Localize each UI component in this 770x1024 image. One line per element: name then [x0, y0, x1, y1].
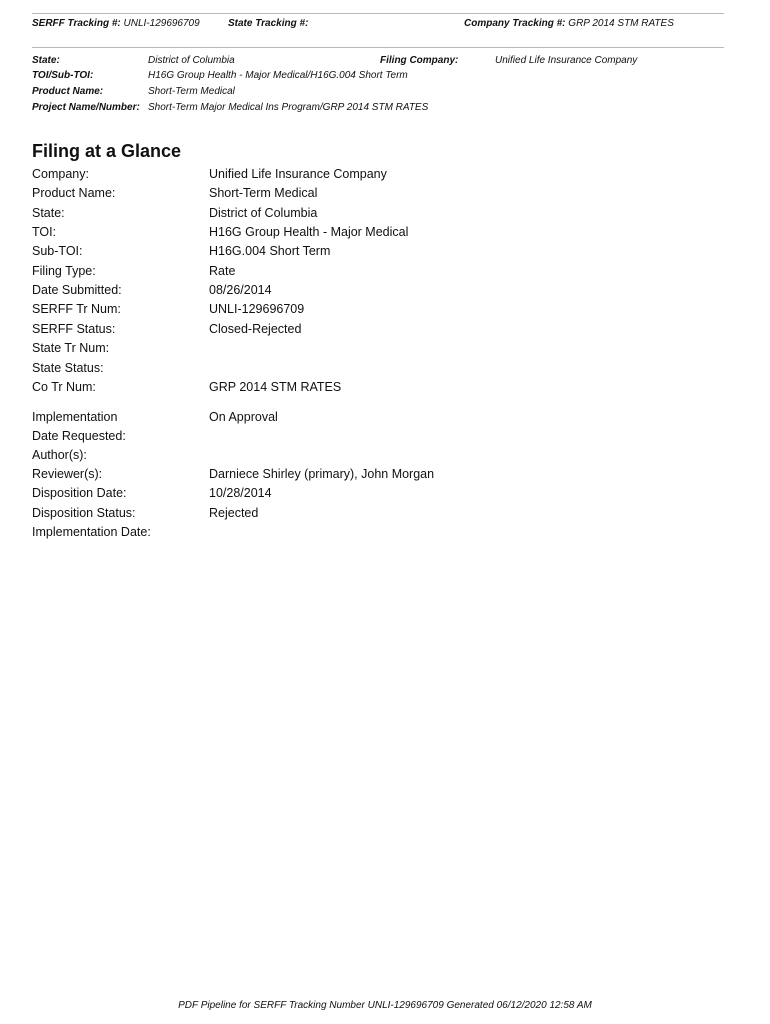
top-rule: [32, 13, 724, 14]
glance-row-label: State:: [32, 206, 65, 220]
glance-row-label: Company:: [32, 167, 89, 181]
footer-text: PDF Pipeline for SERFF Tracking Number UNLI-129696709 Generated 06/12/2020 12:58 AM: [178, 1000, 592, 1011]
glance-row-label: Implementation Date:: [32, 525, 151, 539]
glance-row-value: H16G.004 Short Term: [209, 244, 331, 258]
glance-row-value: Unified Life Insurance Company: [209, 167, 387, 181]
glance-row-label: Disposition Status:: [32, 506, 136, 520]
toi-label: TOI/Sub-TOI:: [32, 70, 94, 81]
state-label: State:: [32, 55, 60, 66]
project-label: Project Name/Number:: [32, 102, 140, 113]
glance-row-value: District of Columbia: [209, 206, 318, 220]
glance-row-value: Short-Term Medical: [209, 186, 318, 200]
filing-company-label: Filing Company:: [380, 55, 459, 66]
glance-row-value: Closed-Rejected: [209, 322, 302, 336]
state-tracking: [228, 18, 308, 30]
company-tracking-value: GRP 2014 STM RATES: [568, 18, 674, 29]
company-tracking-label: Company Tracking #:: [464, 18, 566, 29]
serff-tracking: [32, 18, 200, 30]
glance-row-label: SERFF Status:: [32, 322, 116, 336]
project-value: Short-Term Major Medical Ins Program/GRP 2014 STM RATES: [148, 102, 429, 113]
serff-tracking-value: UNLI-129696709: [123, 18, 200, 29]
state-tracking-label: State Tracking #:: [228, 18, 309, 29]
glance-row-label: Filing Type:: [32, 264, 96, 278]
serff-tracking-label: SERFF Tracking #:: [32, 18, 121, 29]
glance-row-label: Disposition Date:: [32, 486, 127, 500]
glance-row-label: State Tr Num:: [32, 341, 110, 355]
glance-row-label: Co Tr Num:: [32, 380, 96, 394]
glance-row-value: GRP 2014 STM RATES: [209, 380, 342, 394]
glance-row-label: TOI:: [32, 225, 57, 239]
glance-row-value: Rejected: [209, 506, 259, 520]
glance-row-label: SERFF Tr Num:: [32, 302, 121, 316]
glance-row-label: Author(s):: [32, 448, 87, 462]
glance-row-value: On Approval: [209, 410, 278, 424]
page-title: Filing at a Glance: [32, 141, 182, 161]
glance-row-value: UNLI-129696709: [209, 302, 305, 316]
company-tracking: [464, 18, 674, 30]
product-value: Short-Term Medical: [148, 86, 235, 97]
glance-row-label: Date Requested:: [32, 429, 126, 443]
product-label: Product Name:: [32, 86, 104, 97]
glance-row-value: H16G Group Health - Major Medical: [209, 225, 409, 239]
glance-row-label: Reviewer(s):: [32, 467, 103, 481]
glance-row-value: Darniece Shirley (primary), John Morgan: [209, 467, 435, 481]
glance-row-label: State Status:: [32, 361, 104, 375]
glance-row-label: Implementation: [32, 410, 118, 424]
glance-row-label: Date Submitted:: [32, 283, 122, 297]
glance-row-value: 10/28/2014: [209, 486, 272, 500]
glance-row-value: 08/26/2014: [209, 283, 272, 297]
toi-value: H16G Group Health - Major Medical/H16G.004 Short Term: [148, 70, 408, 81]
filing-company-value: Unified Life Insurance Company: [495, 55, 638, 66]
header-rule: [32, 47, 724, 48]
state-value: District of Columbia: [148, 55, 235, 66]
glance-row-value: Rate: [209, 264, 236, 278]
glance-row-label: Sub-TOI:: [32, 244, 83, 258]
glance-row-label: Product Name:: [32, 186, 116, 200]
